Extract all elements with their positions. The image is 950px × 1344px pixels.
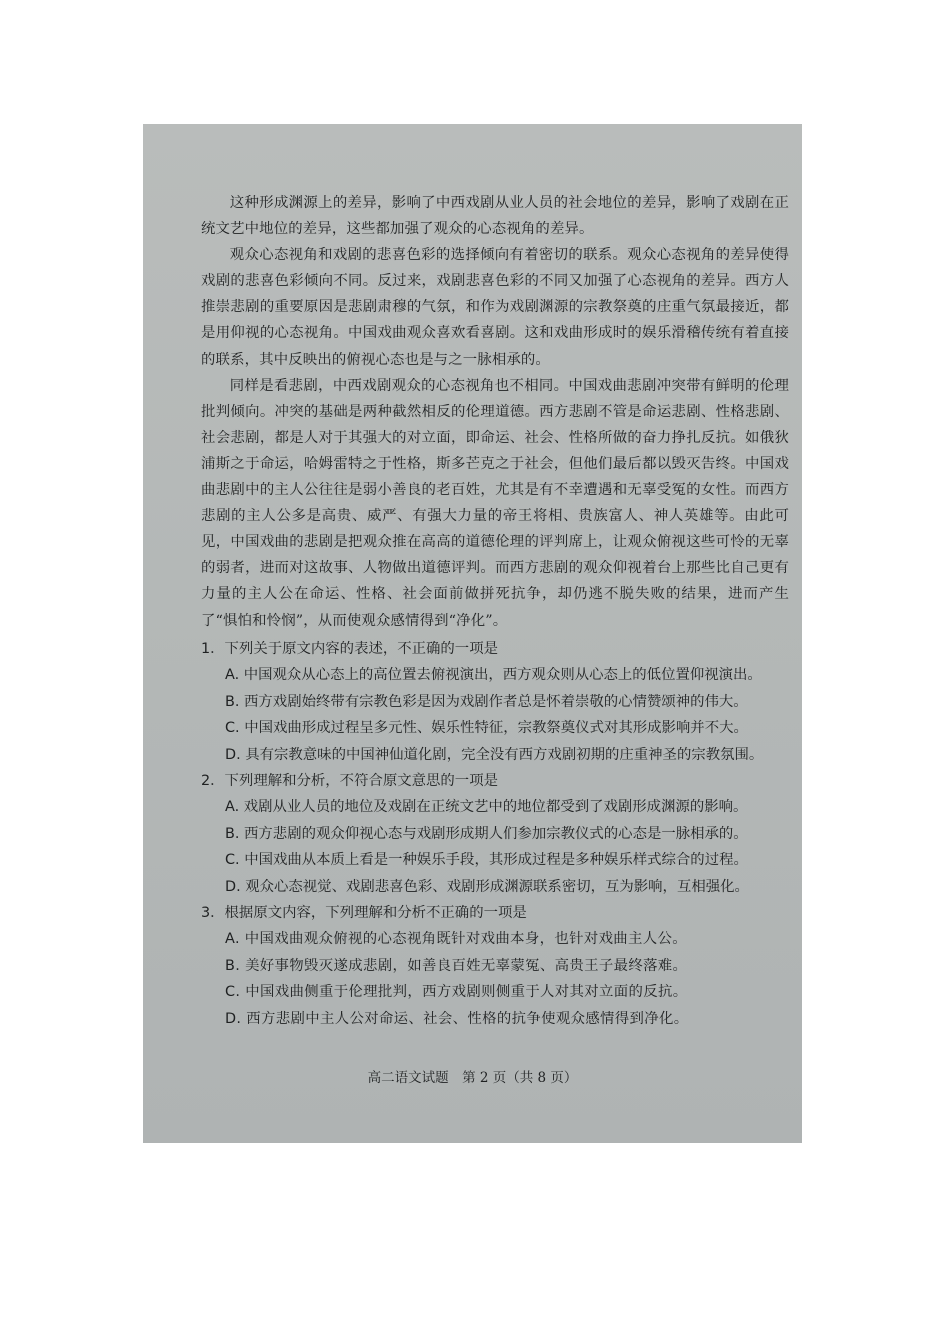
option-d: D. 具有宗教意味的中国神仙道化剧，完全没有西方戏剧初期的庄重神圣的宗教氛围。 bbox=[225, 746, 764, 763]
reading-passage bbox=[201, 190, 789, 634]
option-d: D. 西方悲剧中主人公对命运、社会、性格的抗争使观众感情得到净化。 bbox=[225, 1010, 689, 1027]
passage-paragraph-3: 同样是看悲剧，中西戏剧观众的心态视角也不相同。中国戏曲悲剧冲突带有鲜明的伦理批判倾向。冲突的基础是两种截然相反的伦理道德。西方悲剧不管是命运悲剧、性格悲剧、社会悲剧，都是人对于其强大的对立面，即命运、社会、性格所做的奋力挣扎反抗。如俄狄浦斯之于命运，哈姆雷特之于性格，斯多芒克之于社会，但他们最后都以毁灭告终。中国戏曲悲剧中的主人公往往是弱小善良的老百姓，尤其是有不幸遭遇和无辜受冤的女性。而西方悲剧的主人公多是高贵、威严、有强大力量的帝王将相、贵族富人、神人英雄等。由此可见，中国戏曲的悲剧是把观众推在高高的道德伦理的评判席上，让观众俯视这些可怜的无辜的弱者，进而对这故事、人物做出道德评判。而西方悲剧的观众仰视着台上那些比自己更有力量的主人公在命运、性格、社会面前做拼死抗争，却仍逃不脱失败的结果，进而产生了“惧怕和怜悯”，从而使观众感情得到“净化”。 bbox=[201, 377, 789, 629]
option-a: A. 中国戏曲观众俯视的心态视角既针对戏曲本身，也针对戏曲主人公。 bbox=[225, 931, 688, 947]
question-3 bbox=[201, 900, 791, 1032]
question-list bbox=[201, 636, 791, 1032]
passage-paragraph-1: 这种形成渊源上的差异，影响了中西戏剧从业人员的社会地位的差异，影响了戏剧在正统文艺中地位的差异，这些都加强了观众的心态视角的差异。 bbox=[201, 195, 789, 238]
passage-paragraph-2: 观众心态视角和戏剧的悲喜色彩的选择倾向有着密切的联系。观众心态视角的差异使得戏剧的悲喜色彩倾向不同。反过来，戏剧悲喜色彩的不同又加强了心态视角的差异。西方人推崇悲剧的重要原因是悲剧肃穆的气氛，和作为戏剧渊源的宗教祭奠的庄重气氛最接近，都是用仰视的心态视角。中国戏曲观众喜欢看喜剧。这和戏曲形成时的娱乐滑稽传统有着直接的联系，其中反映出的俯视心态也是与之一脉相承的。 bbox=[201, 247, 789, 368]
scanned-exam-page bbox=[143, 124, 802, 1143]
option-a: A. 中国观众从心态上的高位置去俯视演出，西方观众则从心态上的低位置仰视演出。 bbox=[225, 667, 762, 683]
question-stem: 1．下列关于原文内容的表述，不正确的一项是 bbox=[201, 641, 498, 657]
question-1 bbox=[201, 636, 791, 768]
option-b: B. 美好事物毁灭遂成悲剧，如善良百姓无辜蒙冤、高贵王子最终落难。 bbox=[225, 957, 688, 974]
question-stem: 2．下列理解和分析，不符合原文意思的一项是 bbox=[201, 773, 498, 789]
option-a: A. 戏剧从业人员的地位及戏剧在正统文艺中的地位都受到了戏剧形成渊源的影响。 bbox=[225, 799, 748, 815]
question-2 bbox=[201, 768, 791, 900]
option-c: C. 中国戏曲形成过程呈多元性、娱乐性特征，宗教祭奠仪式对其形成影响并不大。 bbox=[225, 720, 748, 736]
option-b: B. 西方悲剧的观众仰视心态与戏剧形成期人们参加宗教仪式的心态是一脉相承的。 bbox=[225, 825, 748, 842]
option-c: C. 中国戏曲侧重于伦理批判，西方戏剧则侧重于人对其对立面的反抗。 bbox=[225, 984, 688, 1000]
question-stem: 3．根据原文内容，下列理解和分析不正确的一项是 bbox=[201, 905, 527, 921]
option-d: D. 观众心态视觉、戏剧悲喜色彩、戏剧形成渊源联系密切，互为影响，互相强化。 bbox=[225, 878, 749, 895]
page-footer: 高二语文试题 第 2 页（共 8 页） bbox=[367, 1070, 578, 1086]
option-b: B. 西方戏剧始终带有宗教色彩是因为戏剧作者总是怀着崇敬的心情赞颂神的伟大。 bbox=[225, 693, 748, 710]
option-c: C. 中国戏曲从本质上看是一种娱乐手段，其形成过程是多种娱乐样式综合的过程。 bbox=[225, 852, 748, 868]
